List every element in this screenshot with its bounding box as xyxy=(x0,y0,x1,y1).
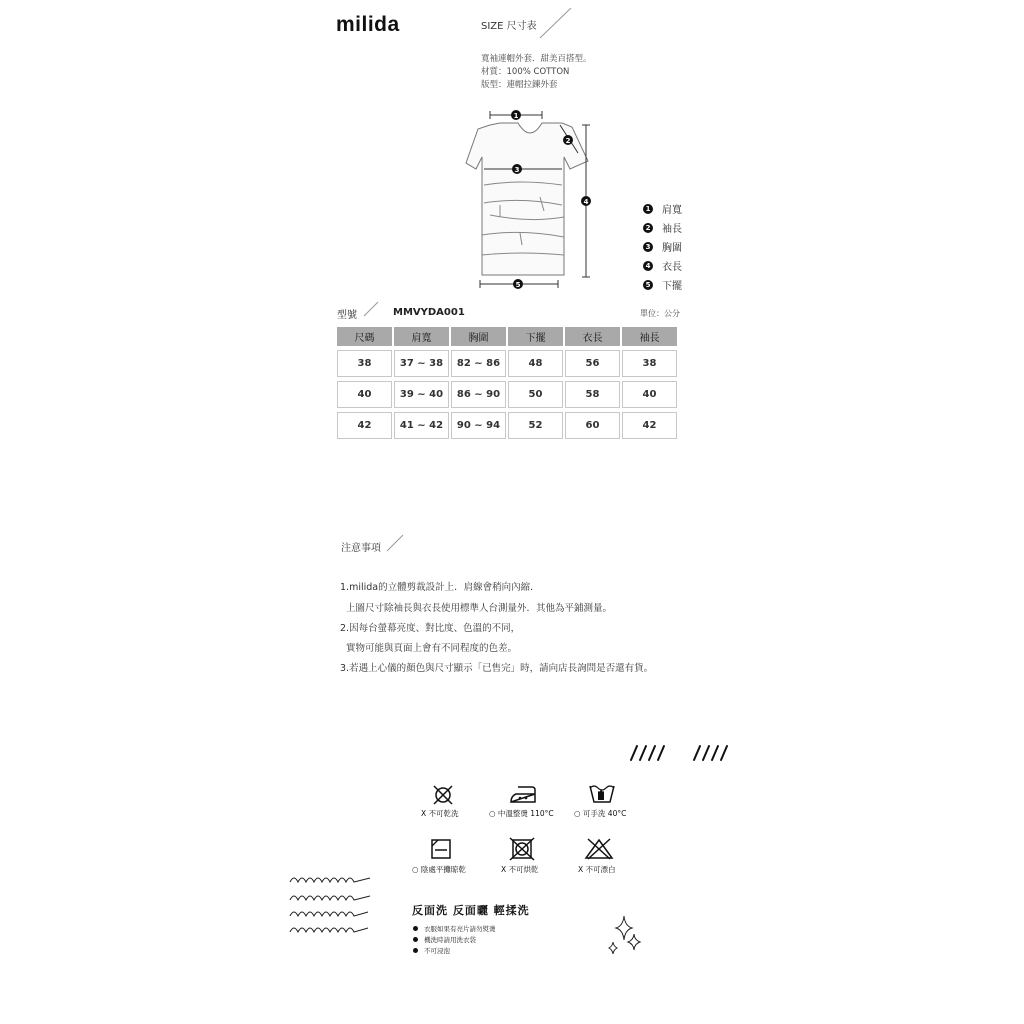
legend-number: 3 xyxy=(643,242,653,252)
table-cell: 90 ~ 94 xyxy=(451,412,506,439)
wash-tip: 機洗時請用洗衣袋 xyxy=(424,936,476,944)
hatch-marks-icon xyxy=(625,740,740,765)
dress-outline xyxy=(466,123,588,275)
legend-number: 1 xyxy=(643,204,653,214)
table-cell: 38 xyxy=(622,350,677,377)
note-line: 1.milida的立體剪裁設計上．肩線會稍向內縮． xyxy=(340,582,540,593)
table-row xyxy=(337,381,677,408)
legend-number: 4 xyxy=(643,261,653,271)
iron-icon xyxy=(508,784,538,806)
care-label: X 不可漂白 xyxy=(578,865,616,874)
table-cell: 41 ~ 42 xyxy=(394,412,449,439)
table-cell: 60 xyxy=(565,412,620,439)
note-line: 上圖尺寸除袖長與衣長使用標準人台測量外．其他為平鋪測量。 xyxy=(340,603,613,614)
wash-tip: 衣服如果有亮片請勿熨燙 xyxy=(424,925,496,933)
flat-dry-shade-icon xyxy=(430,838,452,860)
description-line: 版型：連帽拉鍊外套 xyxy=(481,80,558,90)
model-code: MMVYDA001 xyxy=(393,307,465,318)
marker-number: 3 xyxy=(514,166,520,174)
table-cell: 48 xyxy=(508,350,563,377)
note-line: 實物可能與頁面上會有不同程度的色差。 xyxy=(340,643,518,654)
wash-tip: 不可浸泡 xyxy=(424,947,450,955)
table-cell: 50 xyxy=(508,381,563,408)
legend-item xyxy=(643,258,682,273)
bullet-dot xyxy=(413,937,418,942)
list-item xyxy=(413,935,476,944)
header-cell: 尺碼 xyxy=(337,327,392,346)
notes-title: 注意事項 xyxy=(341,543,381,554)
marker-number: 5 xyxy=(515,281,521,289)
legend-item xyxy=(643,201,682,216)
table-cell: 40 xyxy=(337,381,392,408)
legend-number: 2 xyxy=(643,223,653,233)
table-cell: 37 ~ 38 xyxy=(394,350,449,377)
care-label: X 不可乾洗 xyxy=(421,809,459,818)
squiggle-decoration-icon xyxy=(288,872,378,940)
header-cell: 肩寬 xyxy=(394,327,449,346)
table-cell: 58 xyxy=(565,381,620,408)
marker-number: 1 xyxy=(513,112,519,120)
header-cell: 衣長 xyxy=(565,327,620,346)
note-line: 2.因每台螢幕亮度、對比度、色溫的不同， xyxy=(340,623,521,634)
care-label: ○ 陰處平攤晾乾 xyxy=(412,865,466,874)
legend-label: 下擺 xyxy=(662,281,682,292)
table-row xyxy=(337,350,677,377)
brand-logo: milida xyxy=(336,13,400,36)
table-cell: 40 xyxy=(622,381,677,408)
table-cell: 38 xyxy=(337,350,392,377)
legend-item xyxy=(643,277,682,292)
title-slash-icon xyxy=(538,6,574,40)
table-cell: 52 xyxy=(508,412,563,439)
legend-label: 胸圍 xyxy=(662,243,682,254)
unit-label: 單位：公分 xyxy=(640,309,680,318)
note-line: 3.若遇上心儀的顏色與尺寸顯示「已售完」時，請向店長詢問是否還有貨。 xyxy=(340,663,654,674)
legend-item xyxy=(643,239,682,254)
table-cell: 86 ~ 90 xyxy=(451,381,506,408)
care-label: ○ 中溫整燙 110°C xyxy=(489,809,554,818)
no-tumble-dry-icon xyxy=(509,837,535,861)
header-cell: 下擺 xyxy=(508,327,563,346)
legend-item xyxy=(643,220,682,235)
size-table xyxy=(335,323,679,443)
table-cell: 42 xyxy=(337,412,392,439)
wash-title: 反面洗 反面曬 輕揉洗 xyxy=(412,904,530,917)
hand-wash-icon xyxy=(588,782,616,806)
header-cell: 胸圍 xyxy=(451,327,506,346)
legend-label: 袖長 xyxy=(662,224,682,235)
header-cell: 袖長 xyxy=(622,327,677,346)
table-cell: 82 ~ 86 xyxy=(451,350,506,377)
bullet-dot xyxy=(413,948,418,953)
table-cell: 56 xyxy=(565,350,620,377)
sparkle-icon xyxy=(604,912,644,956)
list-item xyxy=(413,924,496,933)
legend-label: 肩寬 xyxy=(662,205,682,216)
table-cell: 39 ~ 40 xyxy=(394,381,449,408)
no-dry-clean-icon xyxy=(431,783,455,807)
table-row xyxy=(337,412,677,439)
no-bleach-icon xyxy=(584,837,614,861)
care-label: ○ 可手洗 40°C xyxy=(574,809,627,818)
bullet-dot xyxy=(413,926,418,931)
notes-slash-icon xyxy=(385,533,405,553)
model-label: 型號 xyxy=(337,310,357,321)
table-cell: 42 xyxy=(622,412,677,439)
garment-diagram xyxy=(460,105,600,295)
marker-number: 4 xyxy=(583,198,589,206)
list-item xyxy=(413,946,450,955)
description-line: 材質：100% COTTON xyxy=(481,67,570,77)
care-label: X 不可烘乾 xyxy=(501,865,539,874)
description-line: 寬袖連帽外套．甜美百搭型。 xyxy=(481,54,592,64)
size-chart-title: SIZE 尺寸表 xyxy=(481,21,537,32)
model-slash-icon xyxy=(362,300,380,318)
legend-number: 5 xyxy=(643,280,653,290)
legend-label: 衣長 xyxy=(662,262,682,273)
marker-number: 2 xyxy=(565,137,571,145)
table-header-row xyxy=(337,327,677,346)
